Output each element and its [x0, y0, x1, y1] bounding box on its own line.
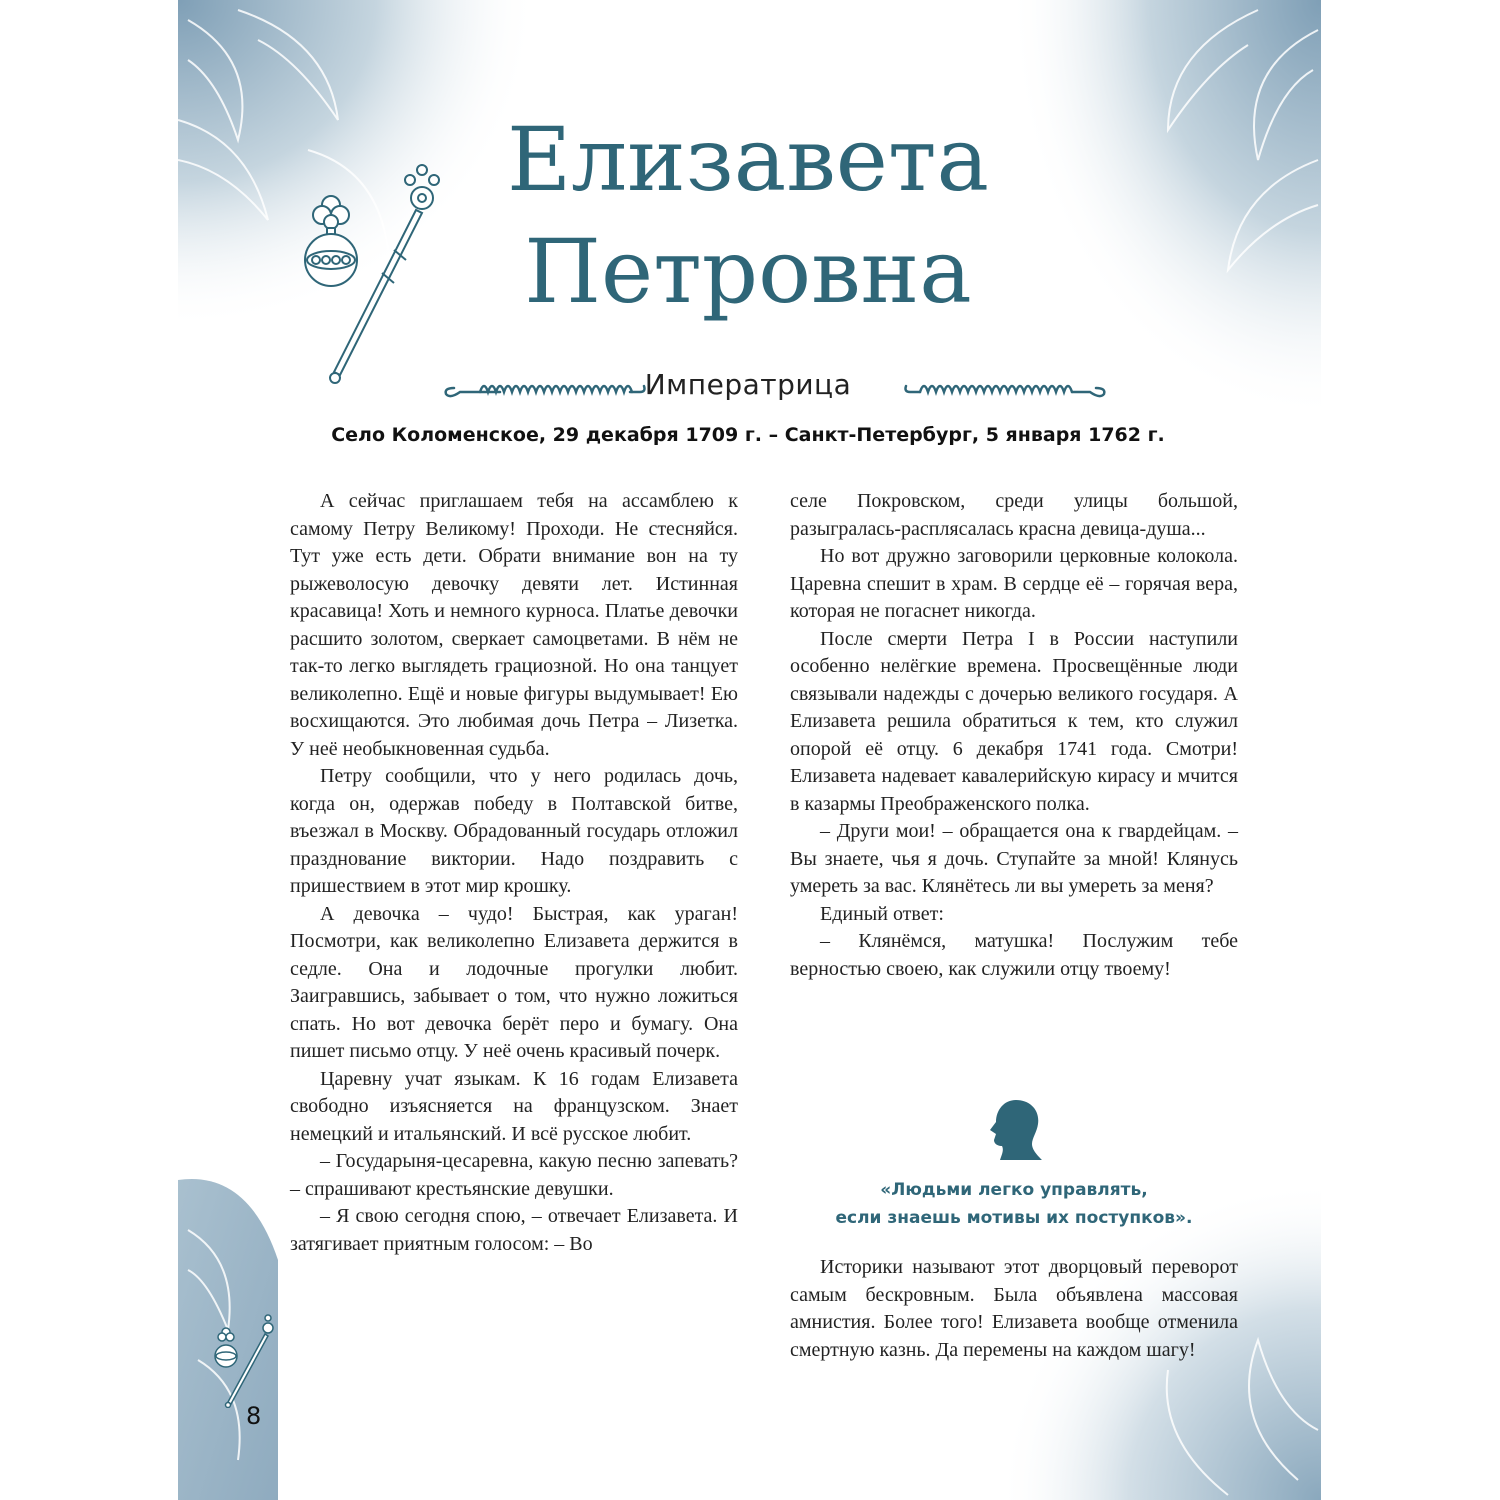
right-column: [790, 488, 1238, 983]
left-column: [290, 488, 738, 1258]
silhouette-icon: [986, 1098, 1044, 1162]
paragraph: После смерти Петра I в России наступили особенно нелёгкие времена. Просвещённые люди связывали надежды с дочерью великого государя. А Елизавета решила обратиться к тем, кто служил опорой её отцу. 6 декабря 1741 года. Смотри! Елизавета надевает кавалерийскую кирасу и мчится в казармы Преображенского полка.: [790, 627, 1238, 815]
subtitle: Императрица: [644, 368, 852, 401]
orb-icon: [305, 196, 357, 286]
book-page: [178, 0, 1321, 1500]
final-paragraph-block: [790, 1254, 1238, 1364]
paragraph: Царевну учат языкам. К 16 годам Елизавета свободно изъясняется на французском. Знает немецкий и итальянский. И всё русское любит.: [290, 1067, 738, 1145]
orb-scepter-illustration: [296, 160, 456, 390]
paragraph: Но вот дружно заговорили церковные колокола. Царевна спешит в храм. В сердце её – горячая вера, которая не погаснет никогда.: [790, 545, 1238, 622]
paragraph: – Я свою сегодня спою, – отвечает Елизавета. И затягивает приятным голосом: – Во: [290, 1205, 738, 1255]
paragraph: – Други мои! – обращается она к гвардейцам. – Вы знаете, чья я дочь. Ступайте за мной! Клянусь умереть за вас. Клянётесь ли вы умереть за меня?: [790, 820, 1238, 897]
paragraph: Единый ответ:: [820, 902, 944, 925]
quote-line: «Людьми легко управлять,: [880, 1180, 1148, 1200]
paragraph-continuation: селе Покровском, среди улицы большой, разыгралась-расплясалась красна девица-душа...: [790, 490, 1238, 540]
paragraph: А девочка – чудо! Быстрая, как ураган! Посмотри, как великолепно Елизавета держится в седле. Она и лодочные прогулки любит. Заигравшись, забывает о том, что нужно ложиться спать. Но вот девочка берёт перо и бумагу. Она пишет письмо отцу. У неё очень красивый почерк.: [290, 902, 738, 1062]
page-title-line1: Елизавета: [506, 108, 990, 211]
page-content: [178, 0, 1321, 1500]
birth-death-dates: Село Коломенское, 29 декабря 1709 г. – Санкт-Петербург, 5 января 1762 г.: [331, 424, 1165, 446]
flourish-icon: [900, 372, 1110, 402]
orb-scepter-small-icon: [212, 1312, 282, 1408]
paragraph: – Клянёмся, матушка! Послужим тебе верностью своею, как служили отцу твоему!: [790, 930, 1238, 980]
paragraph: – Государыня-цесаревна, какую песню запевать? – спрашивают крестьянские девушки.: [290, 1150, 738, 1200]
page-title-line2: Петровна: [524, 220, 972, 323]
paragraph: А сейчас приглашаем тебя на ассамблею к самому Петру Великому! Проходи. Не стесняйся. Тут уже есть дети. Обрати внимание вон на ту рыжеволосую девочку девяти лет. Истинная красавица! Хоть и немного курноса. Платье девочки расшито золотом, сверкает самоцветами. В нём не так-то легко выглядеть грациозной. Но она танцует великолепно. Ещё и новые фигуры выдумывает! Ею восхищаются. Это любимая дочь Петра – Лизетка. У неё необыкновенная судьба.: [290, 490, 738, 760]
page-number: 8: [246, 1402, 262, 1430]
quote-line: если знаешь мотивы их поступков».: [835, 1208, 1193, 1228]
paragraph: Петру сообщили, что у него родилась дочь, когда он, одержав победу в Полтавской битве, въезжал в Москву. Обрадованный государь отложил празднование виктории. Надо поздравить с пришествием в этот мир крошку.: [290, 765, 738, 897]
paragraph: Историки называют этот дворцовый переворот самым бескровным. Была объявлена массовая амнистия. Более того! Елизавета вообще отменила смертную казнь. Да перемены на каждом шагу!: [790, 1256, 1238, 1361]
quote: [790, 1176, 1238, 1232]
